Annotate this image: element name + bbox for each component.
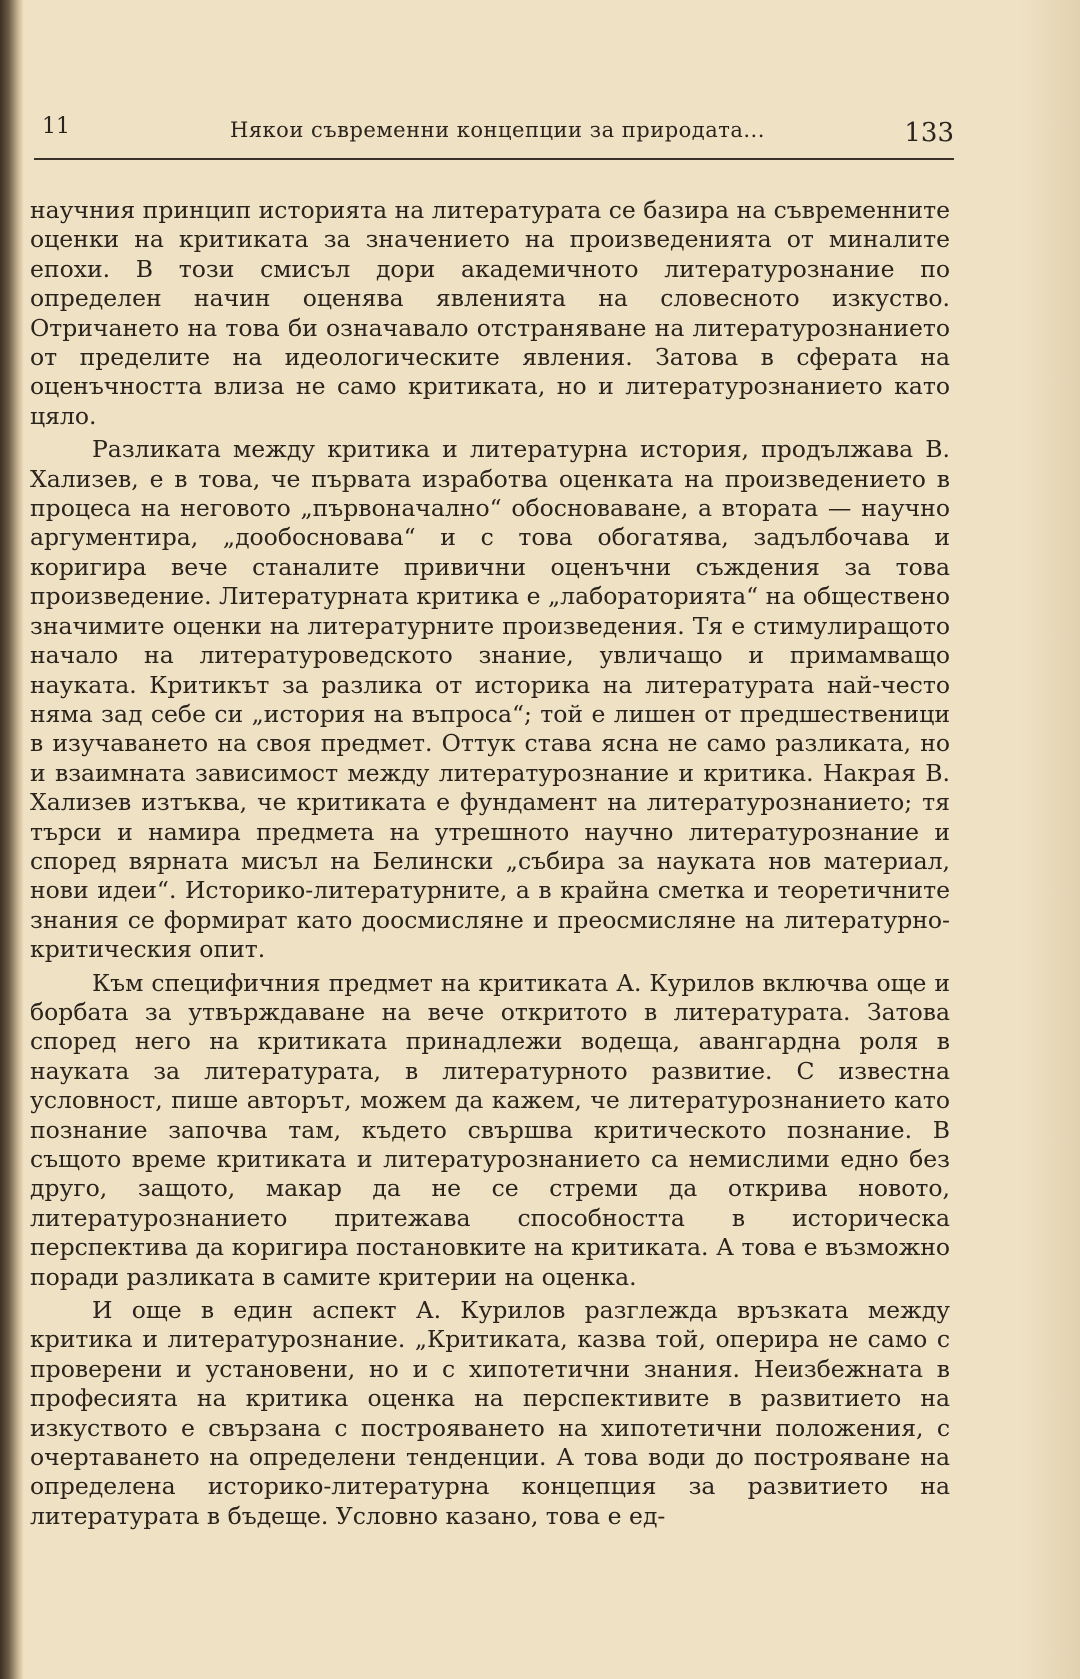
page-header [34,108,954,158]
page-binding-shadow [0,0,24,1679]
paragraph-1: научния принцип историята на литературата се базира на съвременните оценки на критиката за значението на произведенията от миналите епохи. В този смисъл дори академичното литературознание по определен начин оценява явленията на словесното изкуство. Отричането на това би означавало отстраняване на литературознанието от пределите на идеологическите явления. Затова в сферата на оценъчността влиза не само критиката, но и литературознанието като цяло. [30,196,950,430]
chapter-number: 11 [42,114,70,139]
running-title: Някои съвременни концепции за природата... [230,118,765,142]
paragraph-2: Разликата между критика и литературна история, продължава В. Хализев, е в това, че първата изработва оценката на произведението в процеса на неговото „първоначално“ обосноваване, а втората — научно аргументира, „дообосновава“ и с това обогатява, задълбочава и коригира вече станалите привични оценъчни съждения за това произведение. Литературната критика е „лабораторията“ на обществено значимите оценки на литературните произведения. Тя е стимулиращото начало на литературоведското знание, увличащо и примамващо науката. Критикът за разлика от историка на литературата най-често няма зад себе си „история на въпроса“; той е лишен от предшественици в изучаването на своя предмет. Оттук става ясна не само разликата, но и взаимната зависимост между литературознание и критика. Накрая В. Хализев изтъква, че критиката е фундамент на литературознанието; тя търси и намира предмета на утрешното научно литературознание и според вярната мисъл на Белински „събира за науката нов материал, нови идеи“. Историко-литературните, а в крайна сметка и теоретичните знания се формират като доосмисляне и преосмисляне на литературно-критическия опит. [30,435,950,964]
book-page [30,0,960,1679]
paragraph-4: И още в един аспект А. Курилов разглежда връзката между критика и литературознание. „Критиката, казва той, оперира не само с проверени и установени, но и с хипотетични знания. Неизбежната в професията на критика оценка на перспективите в развитието на изкуството е свързана с построяването на хипотетични положения, с очертаването на определени тенденции. А това води до построяване на определена историко-литературна концепция за развитието на литературата в бъдеще. Условно казано, това е ед- [30,1296,950,1530]
page-edge-shadow [1020,0,1080,1679]
body-text [30,196,950,1531]
page-number: 133 [904,118,954,148]
header-rule [34,158,954,160]
paragraph-3: Към специфичния предмет на критиката А. Курилов включва още и борбата за утвърждаване на вече откритото в литературата. Затова според него на критиката принадлежи водеща, авангардна роля в науката за литературата, в литературното развитие. С известна условност, пише авторът, можем да кажем, че литературознанието като познание започва там, където свършва критическото познание. В същото време критиката и литературознанието са немислими едно без друго, защото, макар да не се стреми да открива новото, литературознанието притежава способността в историческа перспектива да коригира постановките на критиката. А това е възможно поради разликата в самите критерии на оценка. [30,968,950,1291]
